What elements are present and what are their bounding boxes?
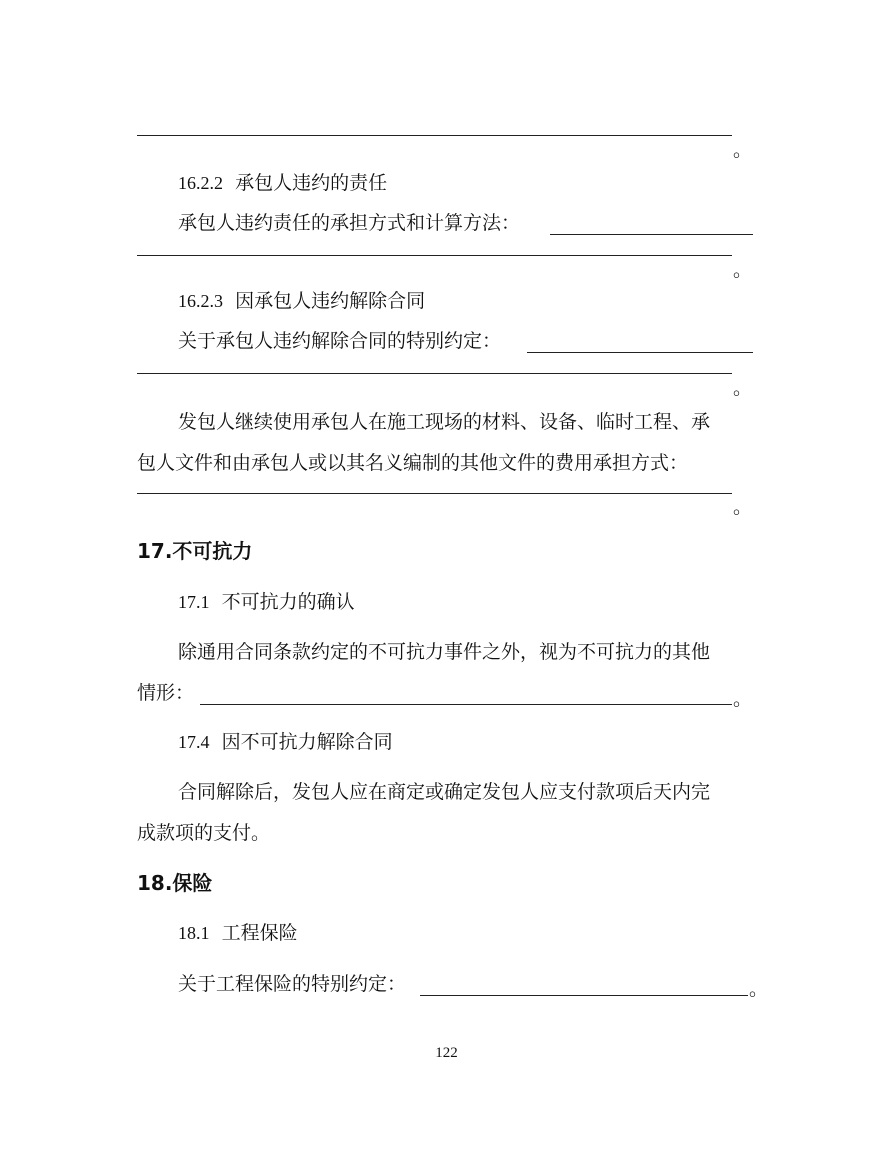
clause-title: 承包人违约的责任 bbox=[235, 172, 388, 194]
blank-field-termination-special[interactable] bbox=[527, 332, 753, 353]
section-heading-18: 18.保险 bbox=[137, 871, 213, 895]
clause-number: 16.2.3 bbox=[178, 291, 223, 311]
full-stop: 。 bbox=[749, 978, 769, 1000]
section-heading-17: 17.不可抗力 bbox=[137, 539, 253, 563]
blank-line-breach-liability-cont[interactable] bbox=[137, 255, 732, 256]
blank-field-insurance-special[interactable] bbox=[420, 975, 748, 996]
full-stop: 。 bbox=[733, 259, 753, 281]
blank-line-cost-bearing[interactable] bbox=[137, 493, 732, 494]
clause-17-4-title bbox=[178, 730, 393, 754]
field-label-termination-special: 关于承包人违约解除合同的特别约定： bbox=[178, 330, 502, 352]
paragraph-cost-bearing-line2: 包人文件和由承包人或以其名义编制的其他文件的费用承担方式： bbox=[137, 452, 689, 474]
field-label-insurance-special: 关于工程保险的特别约定： bbox=[178, 973, 407, 995]
field-label-other-situations: 情形： bbox=[137, 682, 195, 704]
full-stop: 。 bbox=[733, 496, 753, 518]
paragraph-cost-bearing-line1: 发包人继续使用承包人在施工现场的材料、设备、临时工程、承 bbox=[178, 411, 711, 433]
clause-16-2-2-title bbox=[178, 171, 387, 195]
clause-title: 不可抗力的确认 bbox=[221, 591, 355, 613]
blank-line-16-2-1 bbox=[137, 135, 732, 136]
paragraph-termination-payment-line2: 成款项的支付。 bbox=[137, 822, 271, 844]
clause-number: 16.2.2 bbox=[178, 173, 223, 193]
page-number: 122 bbox=[435, 1045, 458, 1061]
clause-title: 工程保险 bbox=[221, 922, 298, 944]
clause-18-1-title bbox=[178, 921, 298, 945]
clause-number: 18.1 bbox=[178, 923, 210, 943]
blank-line-termination-special-cont[interactable] bbox=[137, 373, 732, 374]
clause-17-1-title bbox=[178, 590, 355, 614]
clause-title: 因承包人违约解除合同 bbox=[235, 290, 426, 312]
clause-number: 17.4 bbox=[178, 732, 210, 752]
paragraph-force-majeure-line1: 除通用合同条款约定的不可抗力事件之外，视为不可抗力的其他 bbox=[178, 641, 711, 663]
full-stop: 。 bbox=[733, 139, 753, 161]
paragraph-termination-payment-line1: 合同解除后，发包人应在商定或确定发包人应支付款项后天内完 bbox=[178, 781, 711, 803]
field-label-breach-liability: 承包人违约责任的承担方式和计算方法： bbox=[178, 212, 521, 234]
full-stop: 。 bbox=[733, 377, 753, 399]
full-stop: 。 bbox=[733, 688, 753, 710]
blank-field-other-situations[interactable] bbox=[200, 684, 732, 705]
clause-title: 因不可抗力解除合同 bbox=[221, 731, 393, 753]
clause-number: 17.1 bbox=[178, 592, 210, 612]
clause-16-2-3-title bbox=[178, 289, 425, 313]
blank-field-breach-liability[interactable] bbox=[550, 214, 753, 235]
